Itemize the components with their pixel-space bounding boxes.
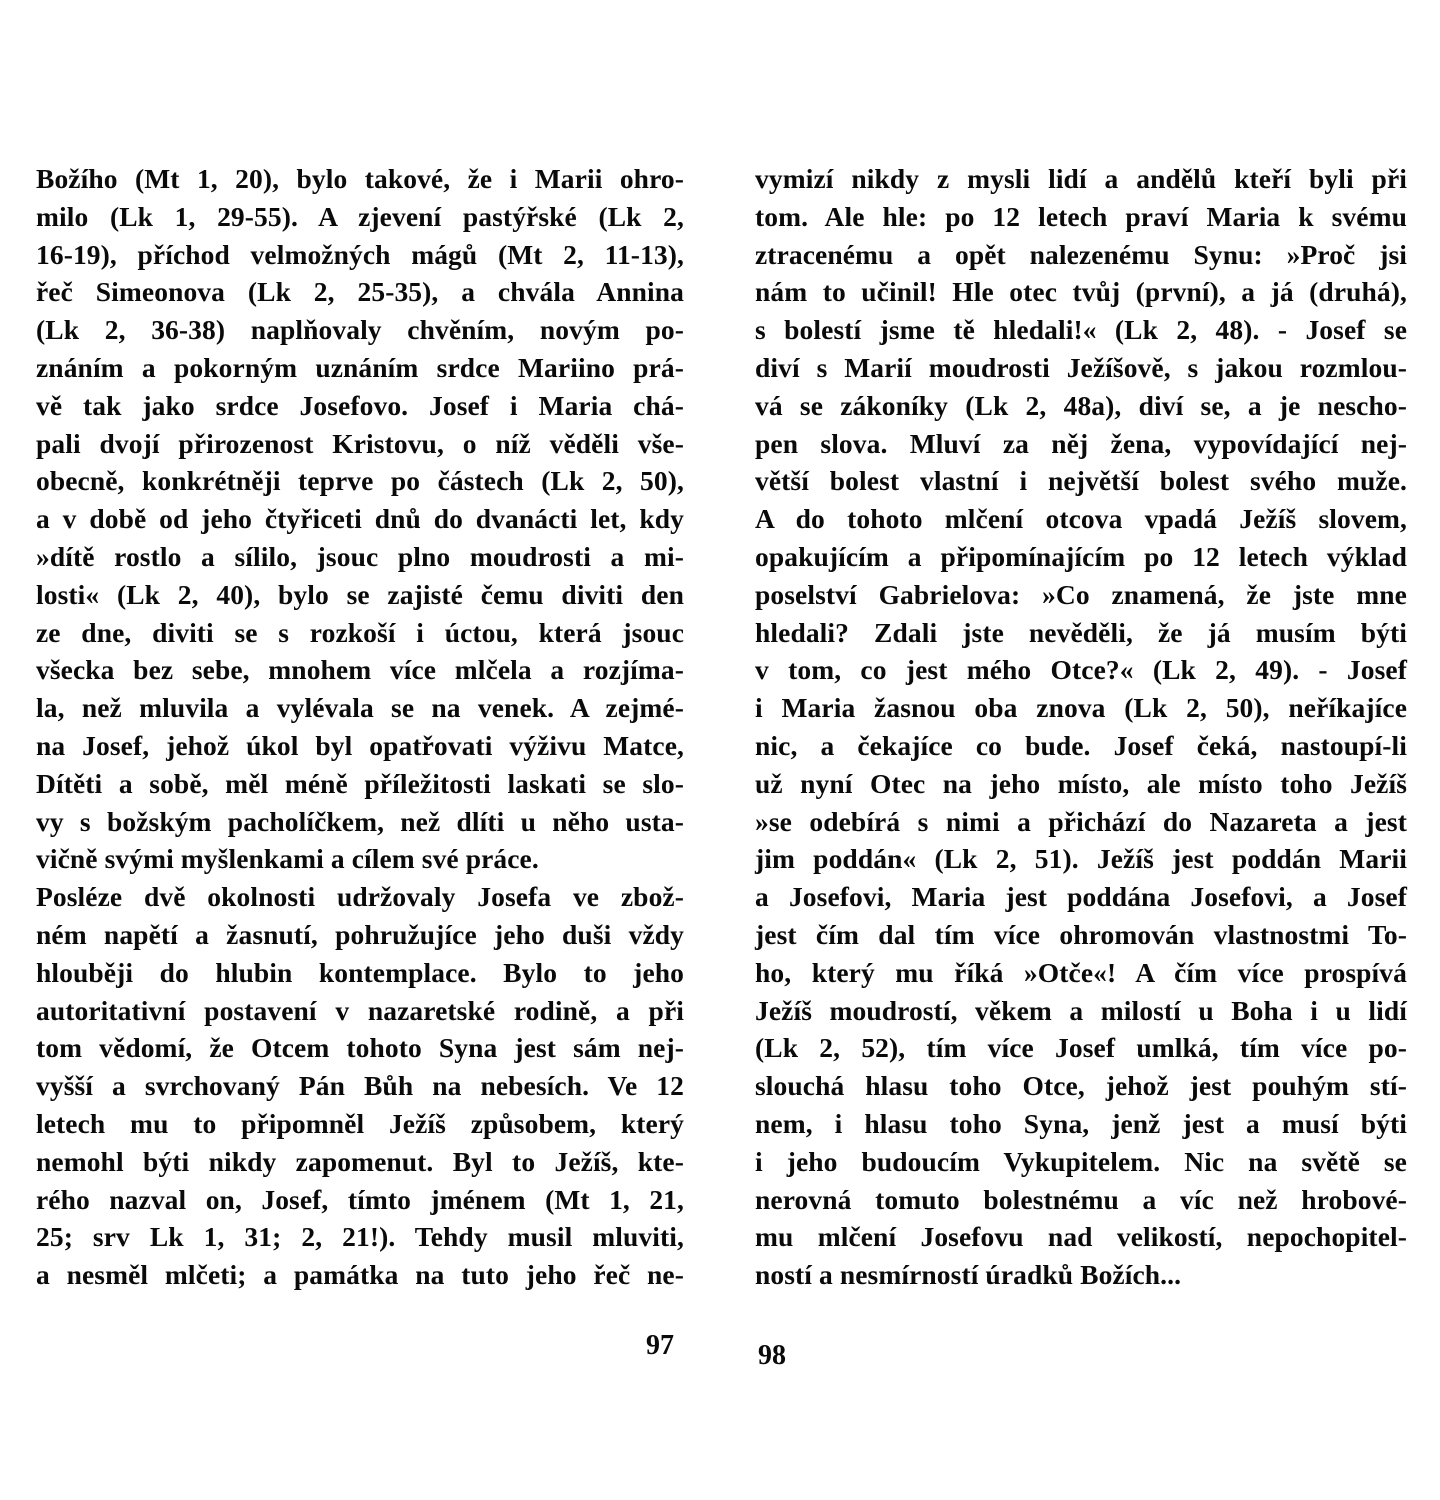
text-line: obecně, konkrétněji teprve po částech (Lk 2, 50), <box>36 465 684 497</box>
text-line: ze dne, diviti se s rozkoší i úctou, která jsouc <box>36 616 684 648</box>
text-line: a v době od jeho čtyřiceti dnů do dvanácti let, kdy <box>36 503 684 535</box>
text-line: 25; srv Lk 1, 31; 2, 21!). Tehdy musil mluviti, <box>36 1221 684 1253</box>
text-line: autoritativní postavení v nazaretské rodině, a při <box>36 994 684 1026</box>
text-line: poselství Gabrielova: »Co znamená, že jste mne <box>755 578 1407 610</box>
text-line: řeč Simeonova (Lk 2, 25-35), a chvála Annina <box>36 276 684 308</box>
text-line: 16-19), příchod velmožných mágů (Mt 2, 11-13), <box>36 238 684 270</box>
text-line: Posléze dvě okolnosti udržovaly Josefa ve zbož- <box>36 881 684 913</box>
text-line: Božího (Mt 1, 20), bylo takové, že i Marii ohro- <box>36 163 684 194</box>
text-line: ném napětí a žasnutí, pohružujíce jeho duši vždy <box>36 918 684 950</box>
text-line: vymizí nikdy z mysli lidí a andělů kteří byli při <box>755 163 1407 194</box>
text-line: nám to učinil! Hle otec tvůj (první), a já (druhá), <box>755 276 1407 308</box>
text-line: vá se zákoníky (Lk 2, 48a), diví se, a je nescho- <box>755 389 1407 421</box>
text-line: milo (Lk 1, 29-55). A zjevení pastýřské (Lk 2, <box>36 200 684 232</box>
text-line: i Maria žasnou oba znova (Lk 2, 50), neříkajíce <box>755 692 1407 724</box>
text-line: ností a nesmírností úradků Božích... <box>755 1259 1182 1291</box>
page-number-right: 98 <box>758 1340 786 1371</box>
text-line: i jeho budoucím Vykupitelem. Nic na světě se <box>755 1145 1407 1177</box>
text-line: diví s Marií moudrosti Ježíšově, s jakou rozmlou- <box>755 351 1407 383</box>
text-line: a Josefovi, Maria jest poddána Josefovi, a Josef <box>755 881 1407 913</box>
text-line: pen slova. Mluví za něj žena, vypovídající nej- <box>755 427 1407 459</box>
text-line: opakujícím a připomínajícím po 12 letech výklad <box>755 540 1407 572</box>
text-line: (Lk 2, 36-38) naplňovaly chvěním, novým po- <box>36 314 684 346</box>
text-line: na Josef, jehož úkol byl opatřovati výživu Matce, <box>36 729 684 761</box>
text-line: ho, který mu říká »Otče«! A čím více prospívá <box>755 956 1407 988</box>
text-line: vě tak jako srdce Josefovo. Josef i Maria chá- <box>36 389 684 421</box>
text-line: »se odebírá s nimi a přichází do Nazareta a jest <box>755 805 1407 837</box>
text-line: vičně svými myšlenkami a cílem své práce. <box>36 843 539 875</box>
text-line: znáním a pokorným uznáním srdce Mariino prá- <box>36 351 684 383</box>
text-line: jest čím dal tím více ohromován vlastnostmi To- <box>755 918 1407 950</box>
text-line: jim poddán« (Lk 2, 51). Ježíš jest poddán Marii <box>755 843 1407 875</box>
text-line: už nyní Otec na jeho místo, ale místo toho Ježíš <box>755 767 1407 799</box>
text-line: nemohl býti nikdy zapomenut. Byl to Ježíš, kte- <box>36 1145 684 1177</box>
text-line: slouchá hlasu toho Otce, jehož jest pouhým stí- <box>755 1070 1407 1102</box>
text-line: vyšší a svrchovaný Pán Bůh na nebesích. Ve 12 <box>36 1070 684 1102</box>
text-line: Dítěti a sobě, měl méně příležitosti laskati se slo- <box>36 767 684 799</box>
text-line: mu mlčení Josefovu nad velikostí, nepochopitel- <box>755 1221 1407 1253</box>
text-line: nerovná tomuto bolestnému a víc než hrobové- <box>755 1183 1407 1215</box>
text-line: la, než mluvila a vylévala se na venek. A zejmé- <box>36 692 684 724</box>
text-line: letech mu to připomněl Ježíš způsobem, který <box>36 1107 684 1139</box>
text-line: pali dvojí přirozenost Kristovu, o níž věděli vše- <box>36 427 684 459</box>
text-line: vy s božským pacholíčkem, než dlíti u něho usta- <box>36 805 684 837</box>
right-page <box>755 160 1407 1294</box>
text-line: větší bolest vlastní i největší bolest svého muže. <box>755 465 1407 497</box>
text-line: a nesměl mlčeti; a památka na tuto jeho řeč ne- <box>36 1259 684 1291</box>
text-line: tom vědomí, že Otcem tohoto Syna jest sám nej- <box>36 1032 684 1064</box>
text-line: ztracenému a opět nalezenému Synu: »Proč jsi <box>755 238 1407 270</box>
page-number-left: 97 <box>646 1330 674 1361</box>
text-line: všecka bez sebe, mnohem více mlčela a rozjíma- <box>36 654 684 686</box>
text-line: A do tohoto mlčení otcova vpadá Ježíš slovem, <box>755 503 1407 535</box>
text-line: v tom, co jest mého Otce?« (Lk 2, 49). - Josef <box>755 654 1407 686</box>
text-line: hledali? Zdali jste nevěděli, že já musím býti <box>755 616 1407 648</box>
text-line: »dítě rostlo a sílilo, jsouc plno moudrosti a mi- <box>36 540 684 572</box>
text-line: (Lk 2, 52), tím více Josef umlká, tím více po- <box>755 1032 1407 1064</box>
text-line: tom. Ale hle: po 12 letech praví Maria k svému <box>755 200 1407 232</box>
left-page <box>36 160 684 1294</box>
text-line: hlouběji do hlubin kontemplace. Bylo to jeho <box>36 956 684 988</box>
text-line: nem, i hlasu toho Syna, jenž jest a musí býti <box>755 1107 1407 1139</box>
text-line: s bolestí jsme tě hledali!« (Lk 2, 48). - Josef se <box>755 314 1407 346</box>
text-line: Ježíš moudrostí, věkem a milostí u Boha i u lidí <box>755 994 1407 1026</box>
text-line: rého nazval on, Josef, tímto jménem (Mt 1, 21, <box>36 1183 684 1215</box>
text-line: nic, a čekajíce co bude. Josef čeká, nastoupí-li <box>755 729 1407 761</box>
text-line: losti« (Lk 2, 40), bylo se zajisté čemu diviti den <box>36 578 684 610</box>
